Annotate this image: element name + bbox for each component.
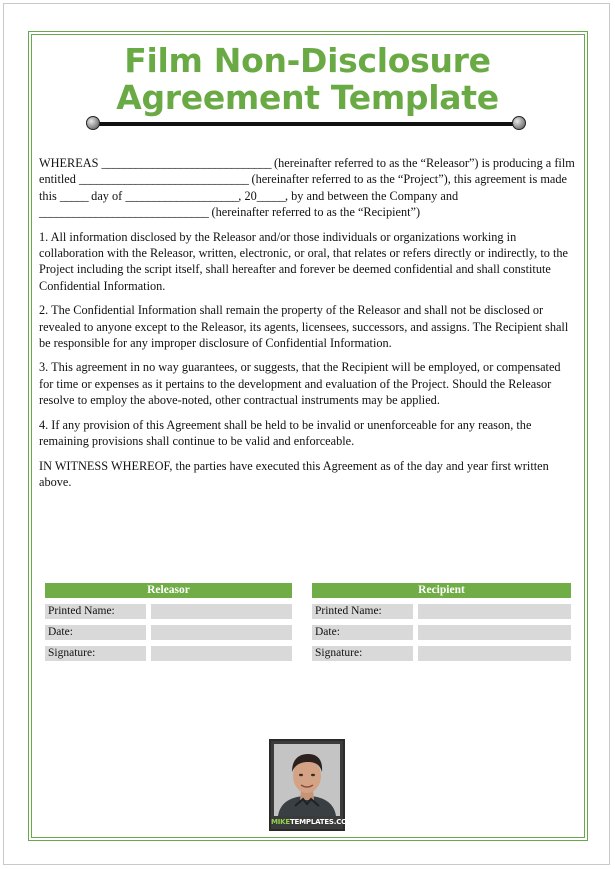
document-title: Film Non-Disclosure Agreement Template: [116, 41, 499, 117]
clause-4: 4. If any provision of this Agreement shall be held to be invalid or unenforceable for any reason, the remaining provisions shall continue to be valid and enforceable.: [39, 417, 532, 449]
divider-right-dot: [512, 116, 526, 130]
clause-1: 1. All information disclosed by the Releasor and/or those individuals or organizations working in collaboration with the Releasor, written, electronic, or oral, that relates or refers directly or indirectly, to the Project including the script itself, shall hereafter and forever be deemed confidential and shall constitute Confidential Information.: [39, 229, 568, 293]
whereas-text-7: (hereinafter referred to as the “Recipient”): [208, 205, 421, 220]
whereas-text-1: WHEREAS: [39, 156, 102, 170]
releasor-printed-name-row: [45, 604, 292, 619]
whereas-paragraph: [39, 155, 575, 221]
releasor-signature-row: [45, 646, 292, 661]
logo-caption-rest: TEMPLATES.COM: [289, 818, 354, 826]
divider-left-dot: [86, 116, 100, 130]
year-blank: _____: [256, 188, 285, 203]
recipient-printed-name-field[interactable]: [418, 604, 571, 619]
logo-caption-accent: MIKE: [271, 818, 290, 826]
recipient-signature-table: [312, 583, 571, 661]
recipient-printed-name-label: Printed Name:: [312, 604, 413, 619]
recipient-signature-field[interactable]: [418, 646, 571, 661]
recipient-name-blank: ______________________________: [39, 205, 209, 220]
releasor-signature-table: [45, 583, 292, 661]
whereas-text-6: , by and between the Company and: [285, 188, 459, 203]
person-photo-icon: [274, 744, 340, 816]
recipient-signature-label: Signature:: [312, 646, 413, 661]
recipient-printed-name-row: [312, 604, 571, 619]
recipient-date-field[interactable]: [418, 625, 571, 640]
title-divider: [92, 122, 518, 126]
releasor-date-field[interactable]: [151, 625, 292, 640]
recipient-signature-row: [312, 646, 571, 661]
whereas-text-4: day of: [88, 188, 126, 203]
recipient-date-label: Date:: [312, 625, 413, 640]
whereas-text-3: (hereinafter referred to as the “Project”), this agreement is made this: [39, 172, 567, 203]
releasor-printed-name-label: Printed Name:: [45, 604, 146, 619]
recipient-date-row: [312, 625, 571, 640]
clause-3: 3. This agreement in no way guarantees, or suggests, that the Recipient will be employed, or compensated for time or expenses as it pertains to the development and evaluation of the Project. Should the Releasor resolve to employ the above-noted, other contractual instruments may be applied.: [39, 360, 561, 408]
releasor-date-label: Date:: [45, 625, 146, 640]
releasor-printed-name-field[interactable]: [151, 604, 292, 619]
releasor-signature-field[interactable]: [151, 646, 292, 661]
recipient-header: Recipient: [312, 583, 571, 598]
clause-2: 2. The Confidential Information shall remain the property of the Releasor and shall not be disclosed or revealed to anyone except to the Releasor, its agents, licensees, successors, and assigns. The Recipient shall be responsible for any improper disclosure of Confidential Information.: [39, 303, 569, 351]
logo-caption: [271, 817, 354, 828]
film-title-blank: ______________________________: [78, 172, 249, 187]
month-blank: ____________________: [125, 188, 239, 203]
releasor-date-row: [45, 625, 292, 640]
releasor-name-blank: ______________________________: [101, 156, 271, 170]
releasor-header: Releasor: [45, 583, 292, 598]
day-blank: _____: [59, 188, 89, 203]
mike-templates-logo[interactable]: [269, 739, 354, 831]
witness-paragraph: IN WITNESS WHEREOF, the parties have executed this Agreement as of the day and year first written above.: [39, 458, 549, 489]
whereas-text-5: , 20: [238, 188, 257, 203]
agreement-body: [39, 155, 575, 498]
whereas-text-2: (hereinafter referred to as the “Releasor”) is producing a film entitled: [39, 156, 575, 187]
releasor-signature-label: Signature:: [45, 646, 146, 661]
